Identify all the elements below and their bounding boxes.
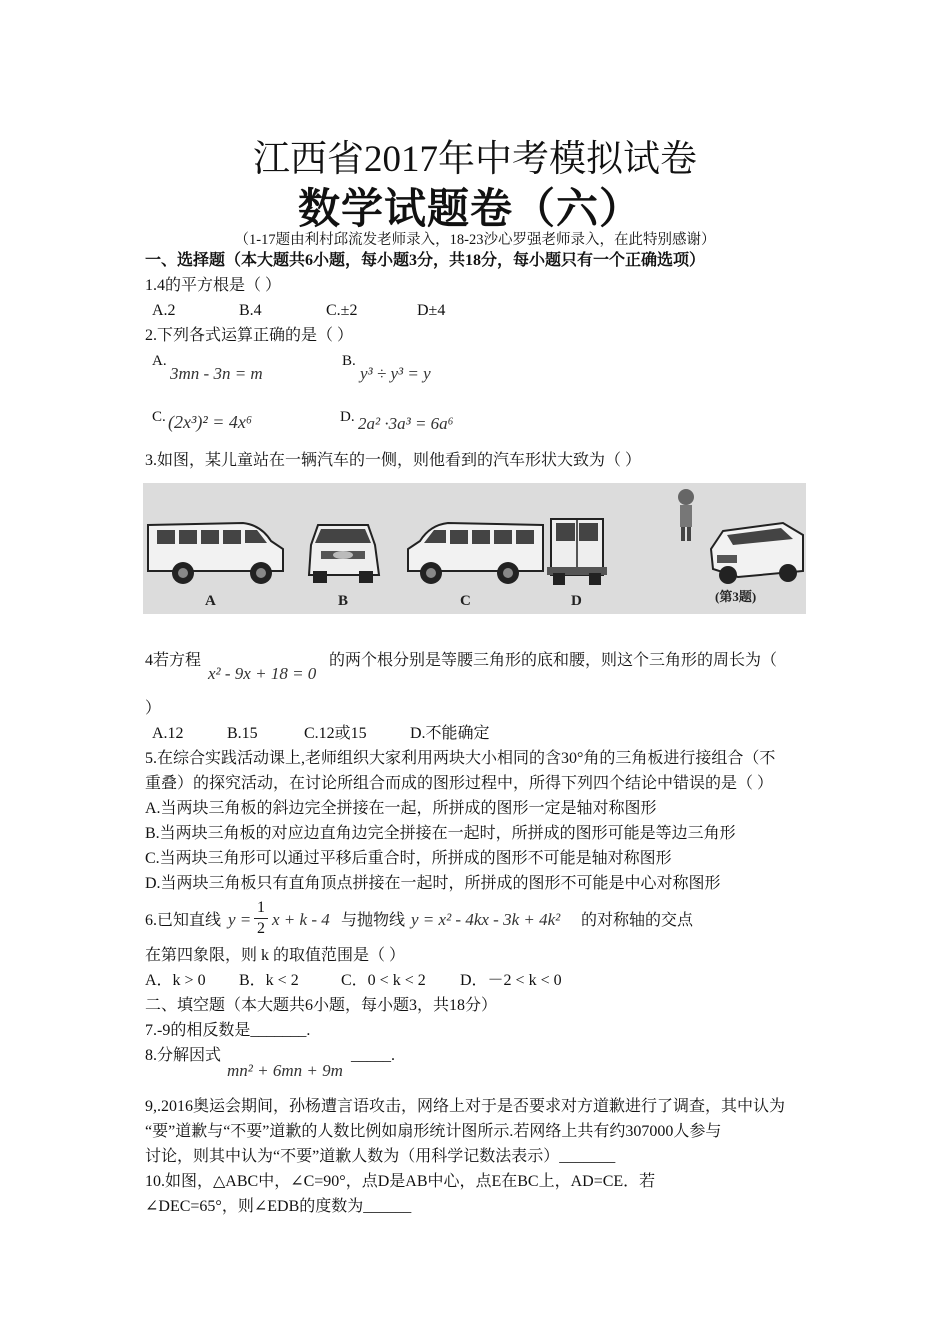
- q3-label-c: C: [460, 593, 471, 609]
- q1-stem: 1.4的平方根是（ ）: [145, 277, 282, 294]
- q6-line-rhs: x + k - 4: [272, 910, 330, 929]
- q10-line2: ∠DEC=65°，则∠EDB的度数为______: [145, 1198, 412, 1215]
- q3-figure: [143, 483, 806, 614]
- q5-stem-line1: 5.在综合实践活动课上,老师组织大家利用两块大小相同的含30°角的三角板进行接组合（不: [145, 750, 776, 767]
- q5-option-b: B.当两块三角板的对应边直角边完全拼接在一起时，所拼成的图形可能是等边三角形: [145, 825, 736, 842]
- q6-stem-line2: 在第四象限，则 k 的取值范围是（ ）: [145, 947, 406, 964]
- q10-line1: 10.如图，△ABC中，∠C=90°，点D是AB中心，点E在BC上，AD=CE．若: [145, 1173, 656, 1190]
- q8-expression: mn² + 6mn + 9m: [227, 1061, 343, 1080]
- q2-option-c-label: C.: [152, 409, 166, 425]
- q1-option-d: D±4: [417, 302, 446, 319]
- q6-option-c: C．0 < k < 2: [341, 972, 426, 989]
- credit-note: （1-17题由利村邱流发老师录入，18-23沙心罗强老师录入，在此特别感谢）: [234, 232, 716, 248]
- q3-label-a: A: [205, 593, 216, 609]
- q8-blank: _____.: [351, 1047, 395, 1064]
- q4-option-a: A.12: [152, 725, 184, 742]
- q2-stem: 2.下列各式运算正确的是（ ）: [145, 327, 354, 344]
- q6-stem-b: 与抛物线: [341, 912, 406, 929]
- q3-stem: 3.如图，某儿童站在一辆汽车的一侧，则他看到的汽车形状大致为（ ）: [145, 452, 642, 469]
- q5-option-d: D.当两块三角板只有直角顶点拼接在一起时，所拼成的图形不可能是中心对称图形: [145, 875, 721, 892]
- section-1-heading: 一、选择题（本大题共6小题，每小题3分，共18分，每小题只有一个正确选项）: [145, 252, 706, 269]
- q6-option-b: B．k < 2: [239, 972, 299, 989]
- q6-stem-a: 6.已知直线: [145, 912, 222, 929]
- car-rear-view-d: [547, 519, 607, 585]
- car-views-illustration: [143, 483, 806, 614]
- q1-option-c: C.±2: [326, 302, 358, 319]
- q2-option-d-label: D.: [340, 409, 355, 425]
- car-side-view-a: [148, 523, 283, 584]
- q5-option-a: A.当两块三角板的斜边完全拼接在一起，所拼成的图形一定是轴对称图形: [145, 800, 657, 817]
- q5-option-c: C.当两块三角形可以通过平移后重合时，所拼成的图形不可能是轴对称图形: [145, 850, 672, 867]
- q6-parabola: y = x² - 4kx - 3k + 4k²: [411, 910, 561, 929]
- q7-stem: 7.-9的相反数是_______.: [145, 1022, 311, 1039]
- q4-option-b: B.15: [227, 725, 258, 742]
- q6-option-a: A．k > 0: [145, 972, 206, 989]
- q9-line2: “要”道歉与“不要”道歉的人数比例如扇形统计图所示.若网络上共有约307000人参与: [145, 1123, 722, 1140]
- q6-fraction-numerator: 1: [254, 898, 268, 919]
- car-side-view-c: [408, 523, 543, 584]
- q4-stem-b: 的两个根分别是等腰三角形的底和腰，则这个三角形的周长为（: [329, 652, 778, 669]
- q2-option-c-expr: (2x³)² = 4x⁶: [168, 412, 253, 432]
- section-2-heading: 二、填空题（本大题共6小题，每小题3，共18分）: [145, 997, 498, 1014]
- q6-option-d: D．－2 < k < 0: [460, 972, 562, 989]
- q5-stem-line2: 重叠）的探究活动，在讨论所组合而成的图形过程中，所得下列四个结论中错误的是（ ）: [145, 775, 774, 792]
- car-front-view-b: [309, 525, 379, 583]
- q6-fraction-denominator: 2: [257, 920, 265, 937]
- q4-stem-a: 4若方程: [145, 652, 202, 669]
- q4-option-d: D.不能确定: [410, 725, 490, 742]
- child-figure: [678, 489, 694, 541]
- q2-option-a-expr: 3mn - 3n = m: [170, 364, 263, 383]
- q4-stem-c: ）: [145, 700, 162, 717]
- q6-fraction: [254, 898, 268, 939]
- q6-stem-c: 的对称轴的交点: [581, 912, 694, 929]
- q1-option-b: B.4: [239, 302, 262, 319]
- q3-caption: (第3题): [715, 589, 757, 604]
- q9-line1: 9,.2016奥运会期间，孙杨遭言语攻击，网络上对于是否要求对方道歉进行了调查，其中认为: [145, 1098, 786, 1115]
- exam-subtitle: 数学试题卷（六）: [297, 187, 642, 233]
- car-perspective-view: [711, 523, 803, 584]
- q4-option-c: C.12或15: [304, 725, 367, 742]
- q2-option-a-label: A.: [152, 353, 167, 369]
- q3-label-b: B: [338, 593, 349, 609]
- q1-option-a: A.2: [152, 302, 176, 319]
- exam-title: 江西省2017年中考模拟试卷: [253, 139, 697, 180]
- q9-line3: 讨论，则其中认为“不要”道歉人数为（用科学记数法表示）_______: [145, 1148, 616, 1165]
- q4-equation: x² - 9x + 18 = 0: [208, 664, 317, 683]
- q2-option-b-expr: y³ ÷ y³ = y: [360, 364, 431, 383]
- q8-stem: 8.分解因式: [145, 1047, 222, 1064]
- q2-option-b-label: B.: [342, 353, 356, 369]
- q3-label-d: D: [571, 593, 582, 609]
- q6-line-lhs: y =: [228, 910, 252, 929]
- q2-option-d-expr: 2a² ·3a³ = 6a⁶: [358, 414, 454, 433]
